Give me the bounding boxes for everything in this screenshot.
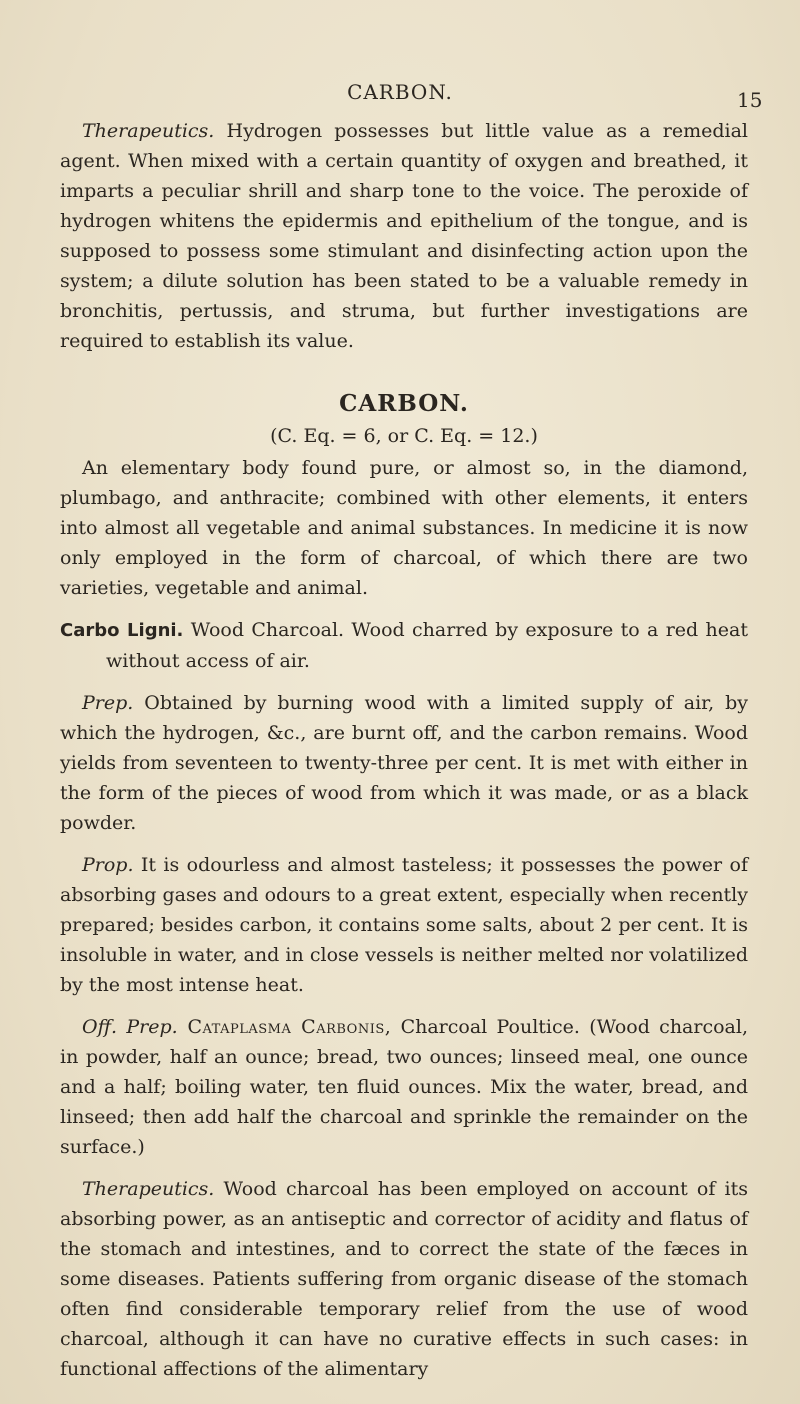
page-body bbox=[60, 116, 748, 1384]
carbo-ligni-label: Carbo Ligni. bbox=[60, 620, 184, 641]
prop-label: Prop. bbox=[82, 854, 134, 876]
paragraph-text: Wood charcoal has been employed on account of its absorbing power, as an antiseptic and corrector of acidity and flatus of the stomach and intestines, and to correct the state of the fæces in some diseases. Patients suffering from organic disease of the stomach often find considerable temporary relief from the use of wood charcoal, although it can have no curative effects in such cases: in functional affections of the alimentary bbox=[60, 1178, 748, 1380]
carbon-intro-paragraph bbox=[60, 453, 748, 603]
paragraph-text: It is odourless and almost tasteless; it possesses the power of absorbing gases and odours to a great extent, especially when recently prepared; besides carbon, it contains some salts, about 2 per cent. It is insoluble in water, and in close vessels is neither melted nor volatilized by the most intense heat. bbox=[60, 854, 748, 996]
paragraph-text: Charcoal Poultice. (Wood charcoal, in powder, half an ounce; bread, two ounces; linseed meal, one ounce and a half; boiling water, ten fluid ounces. Mix the water, bread, and linseed; then add half the charcoal and sprinkle the remainder on the surface.) bbox=[60, 1016, 748, 1158]
paragraph-text: Obtained by burning wood with a limited supply of air, by which the hydrogen, &c., are burnt off, and the carbon remains. Wood yields from seventeen to twenty-three per cent. It is met with either in the form of the pieces of wood from which it was made, or as a black powder. bbox=[60, 692, 748, 834]
paragraph-text: Wood Charcoal. Wood charred by exposure to a red heat without access of air. bbox=[106, 619, 748, 672]
off-prep-paragraph bbox=[60, 1012, 748, 1162]
paragraph-text: Hydrogen possesses but little value as a remedial agent. When mixed with a certain quantity of oxygen and breathed, it imparts a peculiar shrill and sharp tone to the voice. The peroxide of hydrogen whitens the epidermis and epithelium of the tongue, and is supposed to possess some stimulant and disinfecting action upon the system; a dilute solution has been stated to be a valuable remedy in bronchitis, pertussis, and struma, but further investigations are required to establish its value. bbox=[60, 120, 748, 352]
running-head: CARBON. bbox=[347, 80, 453, 104]
prep-paragraph bbox=[60, 688, 748, 838]
prep-label: Prep. bbox=[82, 692, 134, 714]
therapeutics-label: Therapeutics. bbox=[82, 120, 215, 142]
paragraph-text: An elementary body found pure, or almost so, in the diamond, plumbago, and anthracite; combined with other elements, it enters into almost all vegetable and animal substances. In medicine it is now only employed in the form of charcoal, of which there are two varieties, vegetable and animal. bbox=[60, 457, 748, 599]
preparation-name: Cataplasma Carbonis, bbox=[177, 1016, 392, 1038]
off-prep-label: Off. Prep. bbox=[82, 1016, 178, 1038]
therapeutics-label: Therapeutics. bbox=[82, 1178, 215, 1200]
prop-paragraph bbox=[60, 850, 748, 1000]
equivalent-formula: (C. Eq. = 6, or C. Eq. = 12.) bbox=[270, 425, 538, 447]
charcoal-therapeutics-paragraph bbox=[60, 1174, 748, 1384]
page-number: 15 bbox=[737, 88, 763, 112]
carbo-ligni-entry bbox=[60, 615, 748, 676]
hydrogen-therapeutics-paragraph bbox=[60, 116, 748, 356]
section-title: CARBON. bbox=[339, 390, 469, 417]
